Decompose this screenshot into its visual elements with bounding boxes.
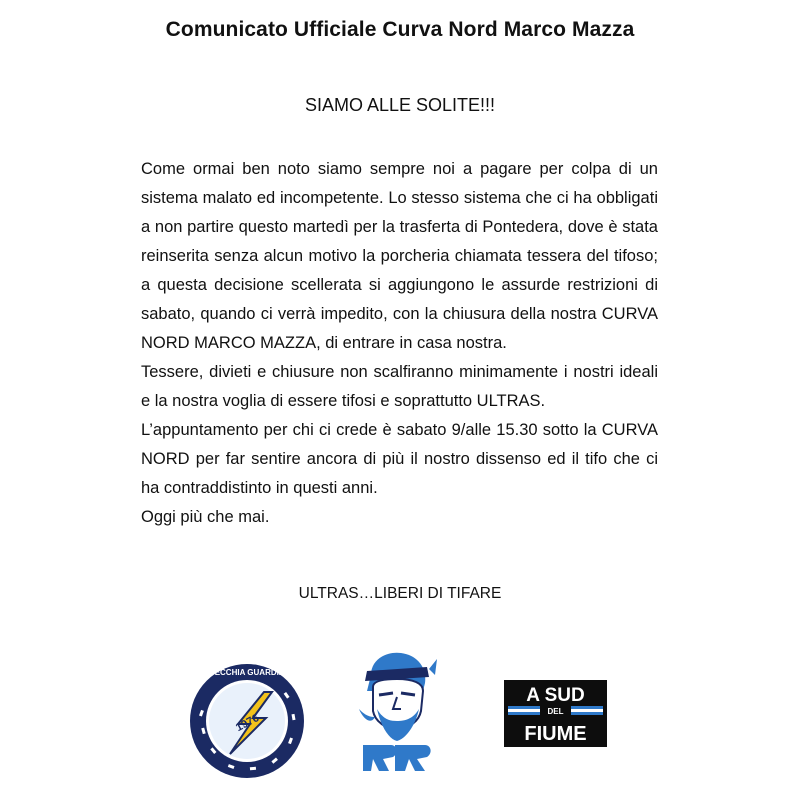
paragraph-3: L’appuntamento per chi ci crede è sabato 9/alle 15.30 sotto la CURVA NORD per far sentire ancora di più il nostro dissenso ed il tifo che ci ha contraddistinto in questi anni. [141,421,658,497]
paragraph-2: Tessere, divieti e chiusure non scalfiranno minimamente i nostri ideali e la nostra voglia di essere tifosi e soprattutto ULTRAS. [141,363,658,410]
vecchia-guardia-logo [188,662,306,780]
paragraph-4: Oggi più che mai. [141,508,270,526]
badge-year: 1976 [233,712,262,735]
document-subtitle: SIAMO ALLE SOLITE!!! [304,95,496,115]
warrior-head-icon [359,653,437,741]
logo-3-line-2: DEL [547,707,564,716]
document-title: Comunicato Ufficiale Curva Nord Marco Mazza [165,18,635,41]
logo-3-line-3: FIUME [524,723,587,745]
rr-initials [363,745,431,777]
paragraph-1: Come ormai ben noto siamo sempre noi a pagare per colpa di un sistema malato ed incompetente. Lo stesso sistema che ci ha obbligati a non partire questo martedì per la trasferta di Pontedera, dove è stata reinserita senza alcun motivo la porcheria chiamata tessera del tifoso; a questa decisione scellerata si aggiungono le assurde restrizioni di sabato, quando ci verrà impedito, con la chiusura della nostra CURVA NORD MARCO MAZZA, di entrare in casa nostra. [141,160,658,352]
rr-warrior-logo [353,647,439,777]
badge-top-text: VECCHIA GUARDIA [209,668,285,677]
closing-slogan: ULTRAS…LIBERI DI TIFARE [298,585,502,602]
logo-3-line-1: A SUD [526,685,585,706]
a-sud-del-fiume-logo [504,680,607,747]
statement-body [141,155,658,532]
